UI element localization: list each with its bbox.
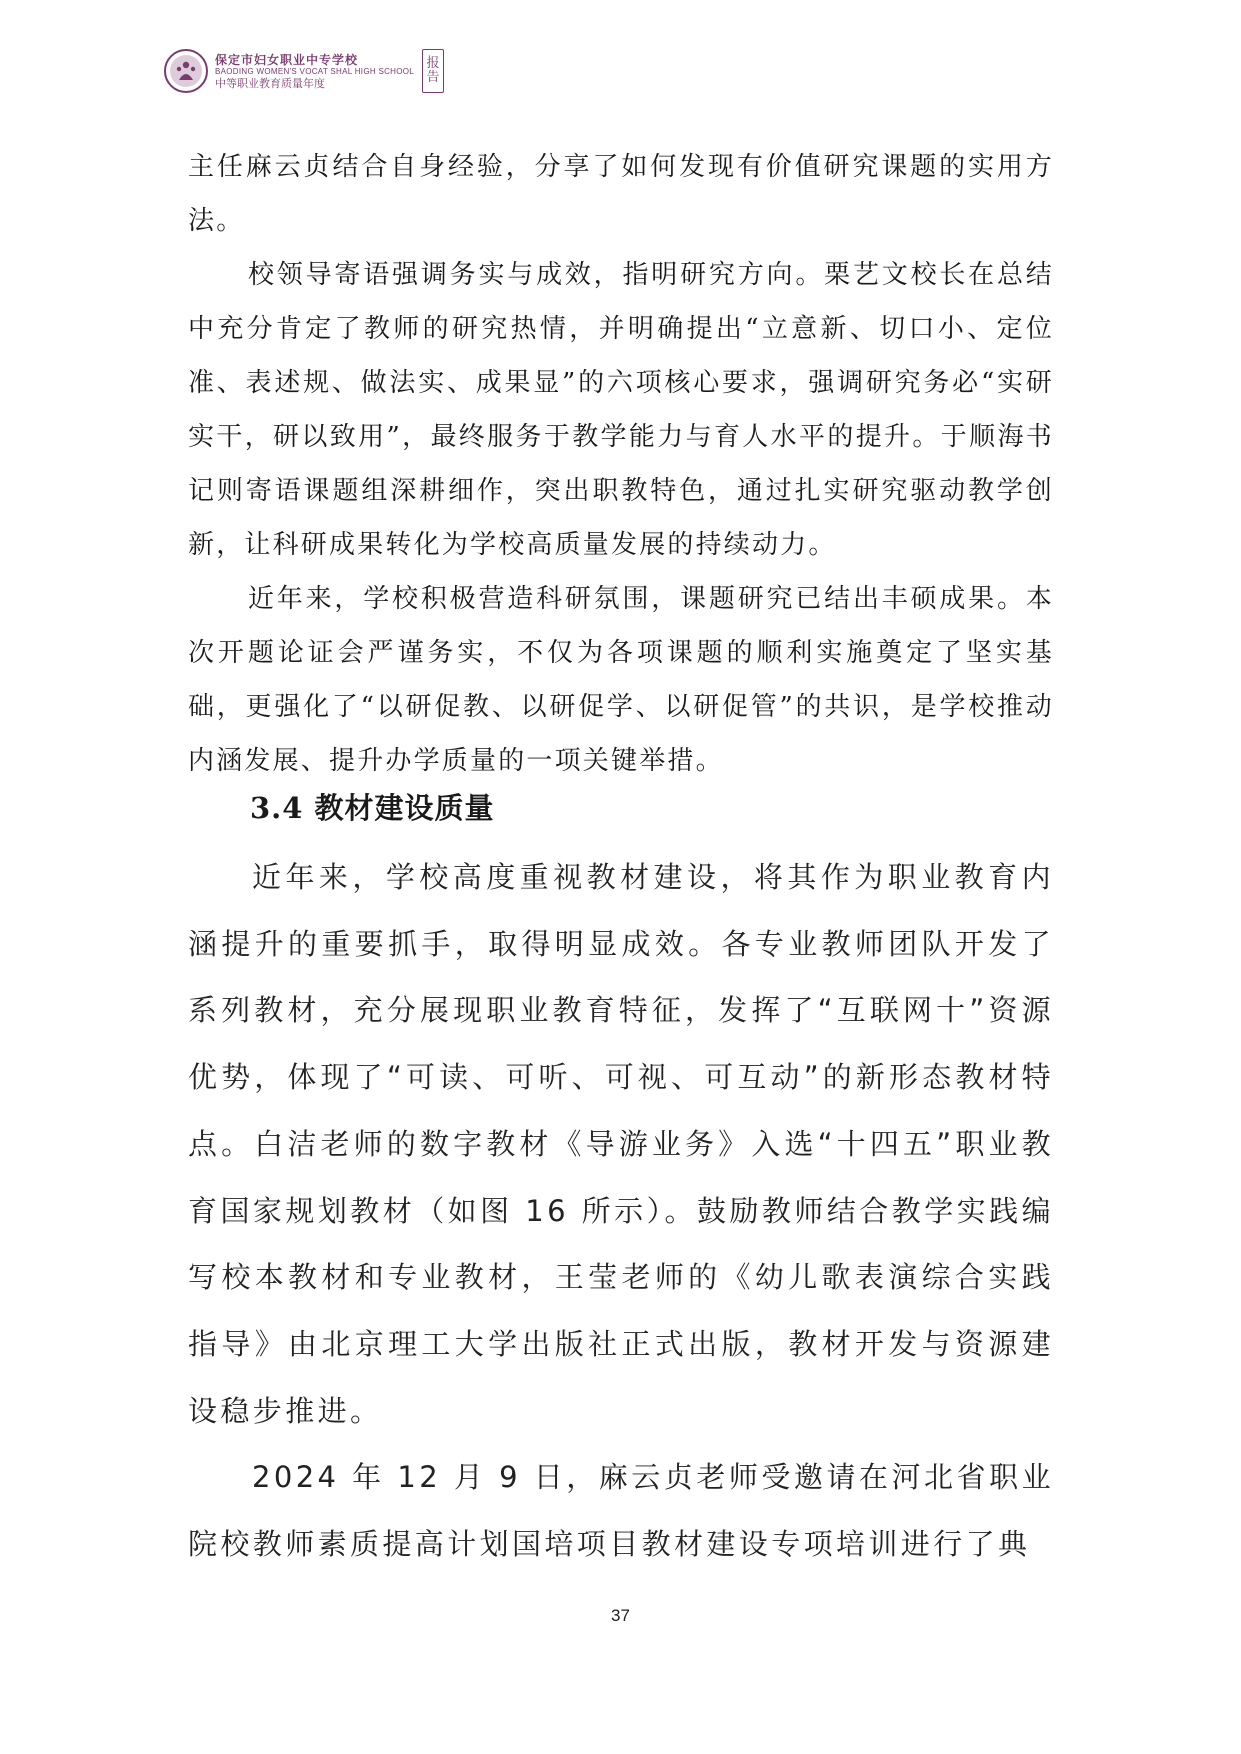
school-name-cn: 保定市妇女职业中专学校 (215, 52, 359, 67)
paragraph: 近年来，学校积极营造科研氛围，课题研究已结出丰硕成果。本次开题论证会严谨务实，不仅为各项课题的顺利实施奠定了坚实基础，更强化了“以研促教、以研促学、以研促管”的共识，是学校推动内涵发展、提升办学质量的一项关键举措。 (188, 584, 1054, 776)
paragraph: 近年来，学校高度重视教材建设，将其作为职业教育内涵提升的重要抓手，取得明显成效。各专业教师团队开发了系列教材，充分展现职业教育特征，发挥了“互联网十”资源优势，体现了“可读、可听、可视、可互动”的新形态教材特点。白洁老师的数字教材《导游业务》入选“十四五”职业教育国家规划教材（如图 16 所示）。鼓励教师结合教学实践编写校本教材和专业教材，王莹老师的《幼儿歌表演综合实践指导》由北京理工大学出版社正式出版，教材开发与资源建设稳步推进。 (188, 860, 1054, 1428)
paragraph: 2024 年 12 月 9 日，麻云贞老师受邀请在河北省职业院校教师素质提高计划国培项目教材建设专项培训进行了典 (188, 1460, 1054, 1562)
section-heading: 3.4 教材建设质量 (250, 791, 495, 825)
section-top (188, 140, 1054, 788)
header-text (215, 54, 414, 89)
paragraph: 校领导寄语强调务实与成效，指明研究方向。栗艺文校长在总结中充分肯定了教师的研究热情，并明确提出“立意新、切口小、定位准、表述规、做法实、成果显”的六项核心要求，强调研究务必“实研实干，研以致用”，最终服务于教学能力与育人水平的提升。于顺海书记则寄语课题组深耕细作，突出职教特色，通过扎实研究驱动教学创新，让科研成果转化为学校高质量发展的持续动力。 (188, 260, 1054, 560)
school-logo-icon (163, 48, 209, 94)
paragraph: 主任麻云贞结合自身经验，分享了如何发现有价值研究课题的实用方法。 (188, 152, 1054, 236)
page-number: 37 (611, 1606, 630, 1625)
school-name-en: BAODING WOMEN'S VOCAT SHAL HIGH SCHOOL (215, 66, 415, 76)
report-subtitle: 中等职业教育质量年度 (215, 76, 325, 90)
report-badge (422, 49, 444, 93)
section-34-body (188, 844, 1054, 1578)
report-badge-char: 告 (426, 70, 440, 85)
page-header (163, 48, 444, 94)
report-badge-char: 报 (426, 55, 440, 71)
